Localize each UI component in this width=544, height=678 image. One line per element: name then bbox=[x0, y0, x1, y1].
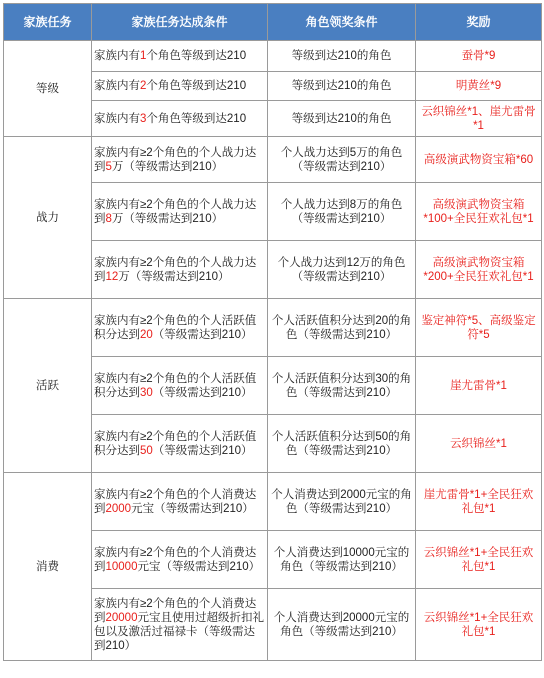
condition-cell: 家族内有≥2个角色的个人战力达到5万（等级需达到210） bbox=[92, 137, 268, 183]
requirement-cell: 等级到达210的角色 bbox=[268, 41, 416, 72]
requirement-cell: 个人活跃值积分达到30的角色（等级需达到210） bbox=[268, 357, 416, 415]
condition-cell: 家族内有≥2个角色的个人活跃值积分达到20（等级需达到210） bbox=[92, 299, 268, 357]
table-row bbox=[4, 473, 542, 531]
reward-cell: 蚕骨*9 bbox=[416, 41, 542, 72]
reward-cell: 云织锦丝*1、崖尤雷骨*1 bbox=[416, 101, 542, 137]
category-cell: 等级 bbox=[4, 41, 92, 137]
header-condition: 家族任务达成条件 bbox=[92, 4, 268, 41]
reward-cell: 高级演武物资宝箱*60 bbox=[416, 137, 542, 183]
reward-cell: 高级演武物资宝箱*200+全民狂欢礼包*1 bbox=[416, 241, 542, 299]
reward-cell: 云织锦丝*1+全民狂欢礼包*1 bbox=[416, 531, 542, 589]
category-cell: 活跃 bbox=[4, 299, 92, 473]
header-requirement: 角色领奖条件 bbox=[268, 4, 416, 41]
header-task: 家族任务 bbox=[4, 4, 92, 41]
category-cell: 战力 bbox=[4, 137, 92, 299]
condition-cell: 家族内有1个角色等级到达210 bbox=[92, 41, 268, 72]
requirement-cell: 个人消费达到2000元宝的角色（等级需达到210） bbox=[268, 473, 416, 531]
reward-cell: 崖尤雷骨*1+全民狂欢礼包*1 bbox=[416, 473, 542, 531]
requirement-cell: 个人消费达到20000元宝的角色（等级需达到210） bbox=[268, 589, 416, 661]
reward-cell: 高级演武物资宝箱*100+全民狂欢礼包*1 bbox=[416, 183, 542, 241]
requirement-cell: 等级到达210的角色 bbox=[268, 101, 416, 137]
requirement-cell: 个人活跃值积分达到20的角色（等级需达到210） bbox=[268, 299, 416, 357]
requirement-cell: 个人消费达到10000元宝的角色（等级需达到210） bbox=[268, 531, 416, 589]
header-row bbox=[4, 4, 542, 41]
reward-cell: 崖尤雷骨*1 bbox=[416, 357, 542, 415]
requirement-cell: 等级到达210的角色 bbox=[268, 72, 416, 101]
reward-cell: 云织锦丝*1+全民狂欢礼包*1 bbox=[416, 589, 542, 661]
reward-cell: 鉴定神符*5、高级鉴定符*5 bbox=[416, 299, 542, 357]
table-row bbox=[4, 137, 542, 183]
condition-cell: 家族内有≥2个角色的个人消费达到20000元宝且使用过超级折扣礼包以及激活过福禄卡（等级需达到210） bbox=[92, 589, 268, 661]
condition-cell: 家族内有≥2个角色的个人战力达到8万（等级需达到210） bbox=[92, 183, 268, 241]
reward-cell: 云织锦丝*1 bbox=[416, 415, 542, 473]
requirement-cell: 个人战力达到5万的角色（等级需达到210） bbox=[268, 137, 416, 183]
requirement-cell: 个人战力达到12万的角色（等级需达到210） bbox=[268, 241, 416, 299]
condition-cell: 家族内有≥2个角色的个人消费达到10000元宝（等级需达到210） bbox=[92, 531, 268, 589]
condition-cell: 家族内有≥2个角色的个人消费达到2000元宝（等级需达到210） bbox=[92, 473, 268, 531]
table-row bbox=[4, 299, 542, 357]
reward-cell: 明黄丝*9 bbox=[416, 72, 542, 101]
condition-cell: 家族内有≥2个角色的个人战力达到12万（等级需达到210） bbox=[92, 241, 268, 299]
header-reward: 奖励 bbox=[416, 4, 542, 41]
table-row bbox=[4, 41, 542, 72]
condition-cell: 家族内有3个角色等级到达210 bbox=[92, 101, 268, 137]
family-task-table bbox=[3, 3, 542, 661]
condition-cell: 家族内有2个角色等级到达210 bbox=[92, 72, 268, 101]
condition-cell: 家族内有≥2个角色的个人活跃值积分达到50（等级需达到210） bbox=[92, 415, 268, 473]
requirement-cell: 个人活跃值积分达到50的角色（等级需达到210） bbox=[268, 415, 416, 473]
requirement-cell: 个人战力达到8万的角色（等级需达到210） bbox=[268, 183, 416, 241]
condition-cell: 家族内有≥2个角色的个人活跃值积分达到30（等级需达到210） bbox=[92, 357, 268, 415]
category-cell: 消费 bbox=[4, 473, 92, 661]
